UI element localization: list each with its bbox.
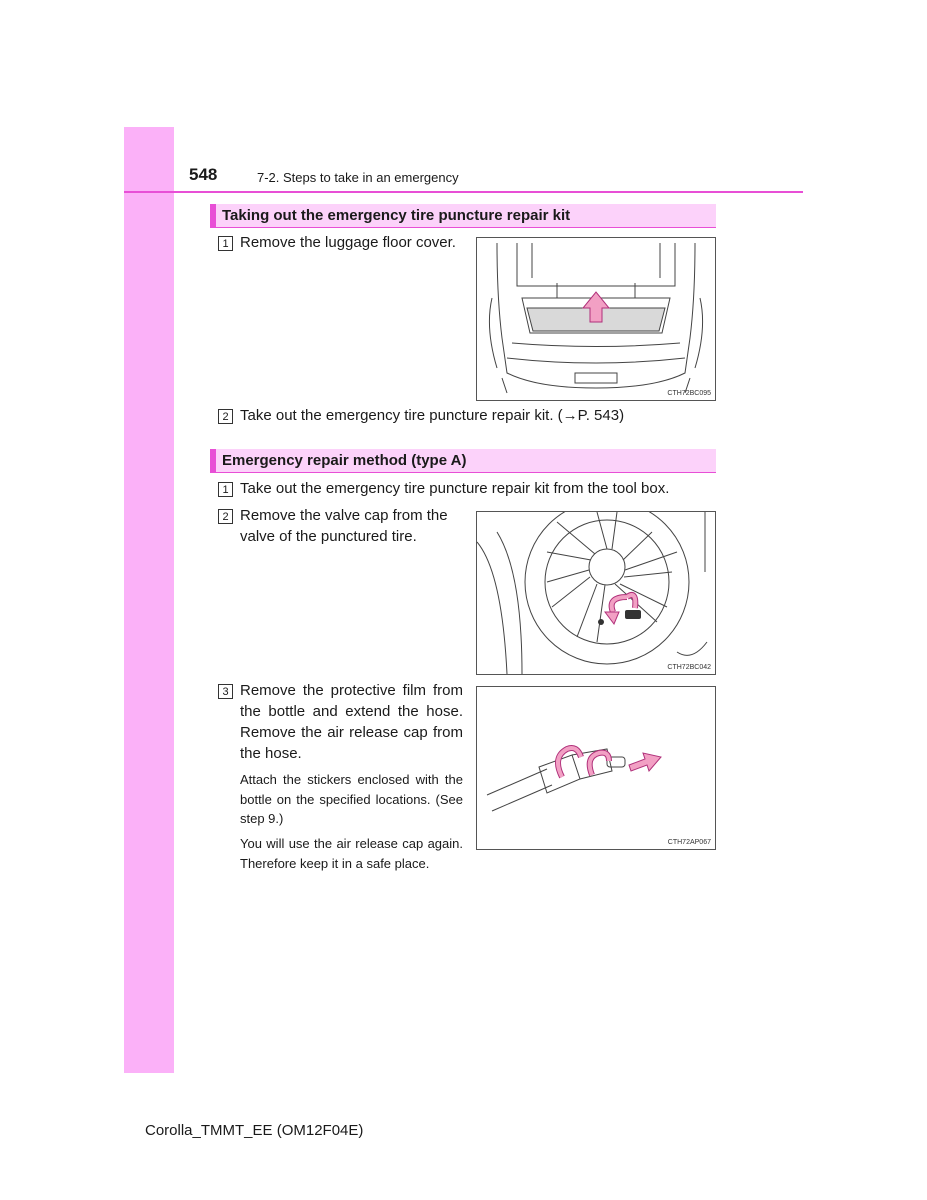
figure-code: CTH72BC042 bbox=[667, 664, 711, 671]
figure-code: CTH72BC095 bbox=[667, 390, 711, 397]
step-text: Remove the protective film from the bottle and extend the hose. Remove the air release cap from the hose. bbox=[240, 682, 463, 762]
header-rule bbox=[124, 191, 803, 193]
figure-valve-cap bbox=[476, 511, 716, 675]
section-title: Emergency repair method (type A) bbox=[222, 452, 467, 469]
step-text: Take out the emergency tire puncture repair kit from the tool box. bbox=[240, 480, 670, 497]
section-title: Taking out the emergency tire puncture repair kit bbox=[222, 207, 571, 224]
step-text: Remove the valve cap from the valve of the punctured tire. bbox=[240, 507, 448, 545]
page-number: 548 bbox=[189, 165, 218, 184]
step-note: You will use the air release cap again. Therefore keep it in a safe place. bbox=[240, 836, 463, 871]
pull-arrow-icon bbox=[629, 753, 661, 771]
rotate-arrow-icon bbox=[558, 748, 609, 777]
section-heading-repair-method bbox=[210, 449, 716, 473]
rotate-arrow-icon bbox=[605, 595, 635, 624]
step-note: Attach the stickers enclosed with the bottle on the specified locations. (See step 9.) bbox=[240, 772, 463, 826]
step-number: 3 bbox=[218, 684, 233, 699]
step-text: Remove the luggage floor cover. bbox=[240, 234, 456, 251]
step-number: 2 bbox=[218, 509, 233, 524]
figure-hose bbox=[476, 686, 716, 850]
step-text: Take out the emergency tire puncture repair kit. (→P. 543) bbox=[240, 407, 625, 424]
step-number: 1 bbox=[218, 482, 233, 497]
chapter-side-tab bbox=[124, 127, 174, 1073]
figure-luggage-cover bbox=[476, 237, 716, 401]
section-heading-repair-kit bbox=[210, 204, 716, 228]
document-id: Corolla_TMMT_EE (OM12F04E) bbox=[145, 1122, 364, 1139]
step-number: 2 bbox=[218, 409, 233, 424]
step-number: 1 bbox=[218, 236, 233, 251]
figure-code: CTH72AP067 bbox=[667, 839, 711, 846]
chapter-title: 7-2. Steps to take in an emergency bbox=[257, 170, 459, 185]
